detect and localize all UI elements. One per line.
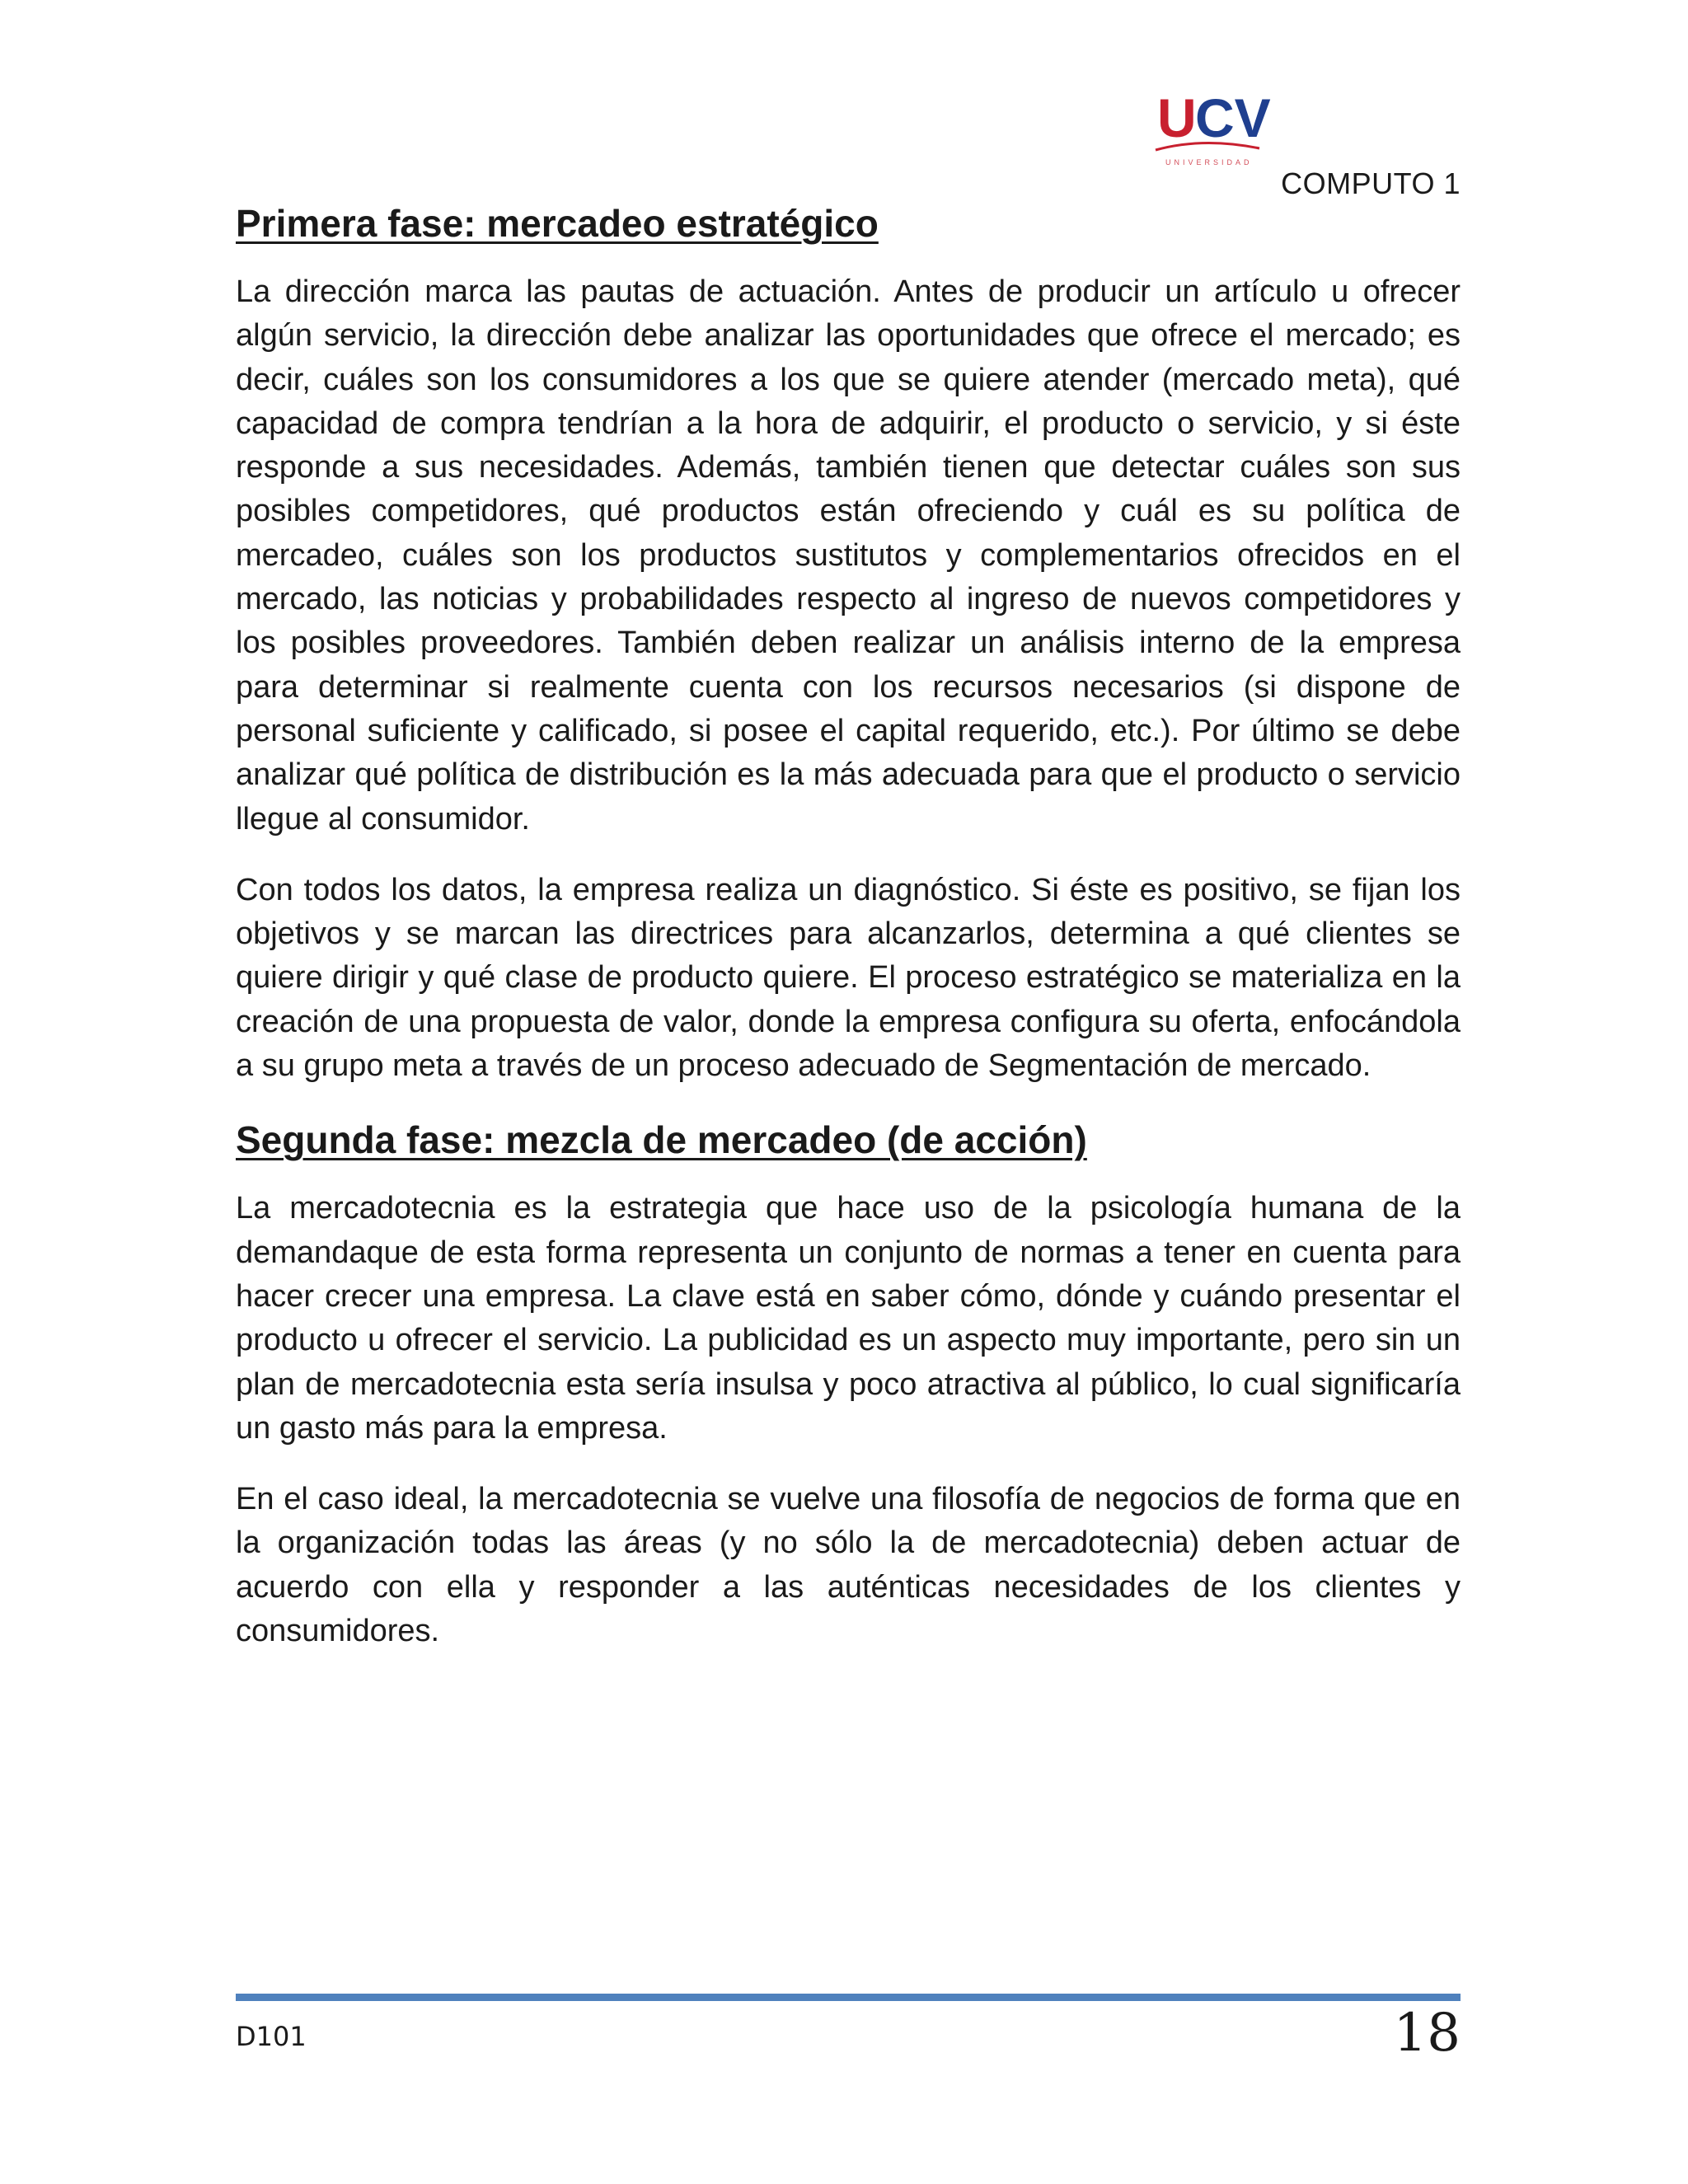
logo-text-cv: CV (1195, 87, 1271, 148)
logo-subtext: UNIVERSIDAD (1165, 158, 1253, 166)
ucv-logo (1154, 82, 1271, 173)
document-body (236, 196, 1461, 1653)
page-number: 18 (1393, 2003, 1461, 2064)
paragraph: En el caso ideal, la mercadotecnia se vuelve una filosofía de negocios de forma que en la organización todas las áreas (y no sólo la de mercadotecnia) deben actuar de acuerdo con ella y responder a las auténticas necesidades de los clientes y consumidores. (236, 1482, 1461, 1649)
section-heading-segunda-fase: Segunda fase: mezcla de mercadeo (de acción) (236, 1118, 1087, 1162)
footer-rule (236, 1994, 1461, 2001)
paragraph: Con todos los datos, la empresa realiza un diagnóstico. Si éste es positivo, se fijan los objetivos y se marcan las directrices para alcanzarlos, determina a qué clientes se quiere dirigir y qué clase de producto quiere. El proceso estratégico se materializa en la creación de una propuesta de valor, donde la empresa configura su oferta, enfocándola a su grupo meta a través de un proceso adecuado de Segmentación de mercado. (236, 872, 1461, 1084)
logo-text-u: U (1157, 87, 1197, 148)
paragraph: La mercadotecnia es la estrategia que hace uso de la psicología humana de la demandaque de esta forma representa un conjunto de normas a tener en cuenta para hacer crecer una empresa. La clave está en saber cómo, dónde y cuándo presentar el producto u ofrecer el servicio. La publicidad es un aspecto muy importante, pero sin un plan de mercadotecnia esta sería insulsa y poco atractiva al público, lo cual significaría un gasto más para la empresa. (236, 1191, 1461, 1446)
paragraph: La dirección marca las pautas de actuación. Antes de producir un artículo u ofrecer algún servicio, la dirección debe analizar las oportunidades que ofrece el mercado; es decir, cuáles son los consumidores a los que se quiere atender (mercado meta), qué capacidad de compra tendrían a la hora de adquirir, el producto o servicio, y si éste responde a sus necesidades. Además, también tienen que detectar cuáles son sus posibles competidores, qué productos están ofreciendo y cuál es su política de mercadeo, cuáles son los productos sustitutos y complementarios ofrecidos en el mercado, las noticias y probabilidades respecto al ingreso de nuevos competidores y los posibles proveedores. También deben realizar un análisis interno de la empresa para determinar si realmente cuenta con los recursos necesarios (si dispone de personal suficiente y calificado, si posee el capital requerido, etc.). Por último se debe analizar qué política de distribución es la más adecuada para que el producto o servicio llegue al consumidor. (236, 274, 1461, 837)
header-label: COMPUTO 1 (1281, 166, 1461, 200)
footer-course-code: D101 (236, 2021, 307, 2052)
section-heading-primera-fase: Primera fase: mercadeo estratégico (236, 202, 879, 245)
